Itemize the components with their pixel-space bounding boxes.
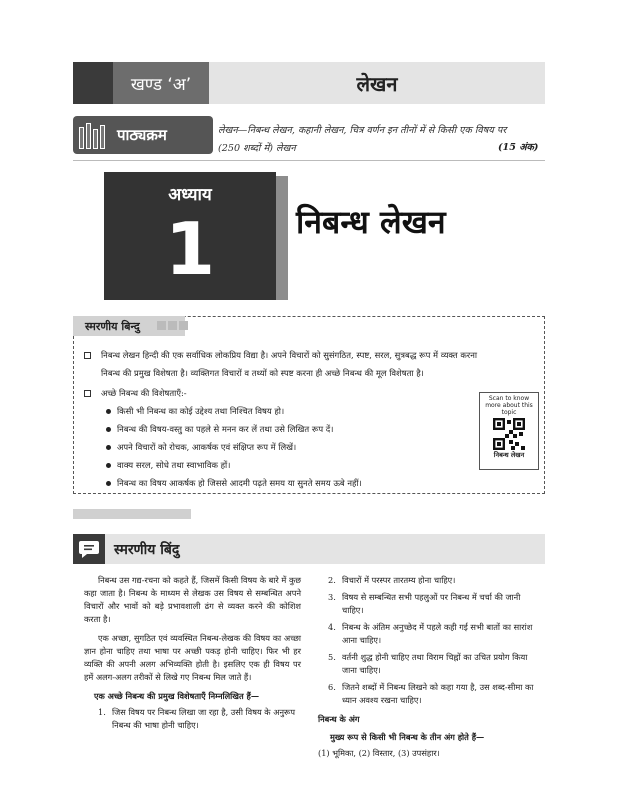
- section-icon-block: [73, 534, 105, 564]
- gray-bar: [73, 509, 191, 519]
- paragraph: एक अच्छा, सुगठित एवं व्यवस्थित निबन्ध-लेखक की विषय का अच्छा ज्ञान होना चाहिए तथा भाषा पर अच्छी पकड़ होनी चाहिए। फिर भी हर व्यक्ति की अपनी अलग अभिव्यक्ति होती है। इसलिए एक ही विषय पर हमें अलग-अलग तरीकों से लिखे गए निबन्ध मिल जाते हैं।: [84, 633, 301, 682]
- syllabus-badge: [73, 116, 213, 154]
- syllabus-line-1: लेखन—निबन्ध लेखन, कहानी लेखन, चित्र वर्णन इन तीनों में से किसी एक विषय पर: [218, 125, 507, 136]
- point-text: निबन्ध की प्रमुख विशेषता है। व्यक्तिगत विचारों व तथ्यों को स्पष्ट करना ही अच्छे निबन्ध की मूल विशेषता है।: [101, 368, 424, 378]
- remember-point-1: [84, 346, 540, 382]
- bullet-icon: [106, 481, 111, 486]
- checkbox-icon: [84, 390, 91, 397]
- list-item: 3. विषय से सम्बन्धित सभी पहलुओं पर निबन्ध में चर्चा की जानी चाहिए।: [328, 592, 521, 615]
- qr-card[interactable]: [479, 392, 539, 470]
- books-icon: [79, 121, 109, 149]
- bullet-icon: [106, 427, 111, 432]
- list-item: निबन्ध का विषय आकर्षक हो जिससे आदमी पढ़ते समय या सुनते समय ऊबे नहीं।: [106, 474, 476, 492]
- point-text: अच्छे निबन्ध की विशेषताएँ:-: [101, 388, 187, 398]
- checkbox-icon: [84, 352, 91, 359]
- list-item: 1. जिस विषय पर निबन्ध लिखा जा रहा है, उसी विषय के अनुरूप निबन्ध की भाषा होनी चाहिए।: [98, 707, 296, 730]
- left-column: [84, 574, 301, 732]
- syllabus-text: [218, 122, 543, 158]
- qr-caption: निबन्ध लेखन: [493, 451, 525, 459]
- list-item: 5. वर्तनी शुद्ध होनी चाहिए तथा विराम चिह्नों का उचित प्रयोग किया जाना चाहिए।: [328, 652, 528, 675]
- chapter-box: [104, 172, 276, 300]
- qr-text: Scan to know more about this topic: [485, 395, 533, 416]
- point-text: निबन्ध लेखन हिन्दी की एक सर्वाधिक लोकप्रिय विद्या है। अपने विचारों को सुसंगठित, स्पष्ट, सरल, सुत्रबद्ध रूप में व्यक्त करना: [101, 350, 478, 360]
- list-item: अपने विचारों को रोचक, आकर्षक एवं संक्षिप्त रूप में लिखें।: [106, 438, 476, 456]
- qr-code-icon: [493, 418, 525, 450]
- page-title: लेखन: [356, 71, 398, 96]
- chapter-title: निबन्ध लेखन: [296, 203, 446, 241]
- syllabus-badge-label: पाठ्यक्रम: [117, 126, 167, 144]
- list-item: 2. विचारों में परस्पर तारतम्य होना चाहिए।: [328, 575, 456, 585]
- parts-text: (1) भूमिका, (2) विस्तार, (3) उपसंहार।: [318, 748, 440, 758]
- subheading: मुख्य रूप से किसी भी निबन्ध के तीन अंग होते हैं—: [330, 732, 485, 742]
- subheading: एक अच्छे निबन्ध की प्रमुख विशेषताएँ निम्नलिखित हैं—: [94, 691, 260, 701]
- list-item: 4. निबन्ध के अंतिम अनुच्छेद में पहले कही गई सभी बातों का सारांश आना चाहिए।: [328, 622, 533, 645]
- remember-point-2: [84, 384, 187, 402]
- syllabus-line-2: (250 शब्दों में) लेखन: [218, 143, 296, 154]
- heading-square: [179, 321, 188, 330]
- chapter-number: 1: [164, 207, 216, 291]
- list-item: निबन्ध की विषय-वस्तु का पहले से मनन कर लें तथा उसे लिखित रूप दें।: [106, 420, 476, 438]
- list-item: किसी भी निबन्ध का कोई उद्देश्य तथा निश्चित विषय हो।: [106, 402, 476, 420]
- right-column: [318, 574, 543, 760]
- bullet-list: [106, 402, 476, 492]
- heading-square: [157, 321, 166, 330]
- remember-heading: स्मरणीय बिन्दु: [73, 316, 185, 336]
- heading-square: [168, 321, 177, 330]
- bullet-icon: [106, 463, 111, 468]
- chat-icon: [73, 534, 105, 564]
- header-dark-block: [73, 62, 113, 104]
- section-label: खण्ड ‘अ’: [113, 62, 209, 104]
- list-item: वाक्य सरल, सोधे तथा स्वाभाविक हों।: [106, 456, 476, 474]
- list-item: 6. जितने शब्दों में निबन्ध लिखने को कहा गया है, उस शब्द-सीमा का ध्यान अवश्य रखना चाहिए।: [328, 682, 534, 705]
- paragraph: निबन्ध उस गद्य-रचना को कहते हैं, जिसमें किसी विषय के बारे में कुछ कहा जाता है। निबन्ध के माध्यम से लेखक उस विषय से सम्बन्धित अपने विचारों और भावों को बड़े प्रभावशाली ढंग से व्यक्त करने की कोशिश करता है।: [84, 575, 301, 624]
- syllabus-marks: (15 अंक): [498, 142, 539, 153]
- section-title: स्मरणीय बिंदु: [114, 541, 180, 558]
- chapter-word: अध्याय: [168, 185, 212, 205]
- subheading: निबन्ध के अंग: [318, 714, 360, 724]
- bullet-icon: [106, 409, 111, 414]
- bullet-icon: [106, 445, 111, 450]
- divider: [73, 160, 545, 161]
